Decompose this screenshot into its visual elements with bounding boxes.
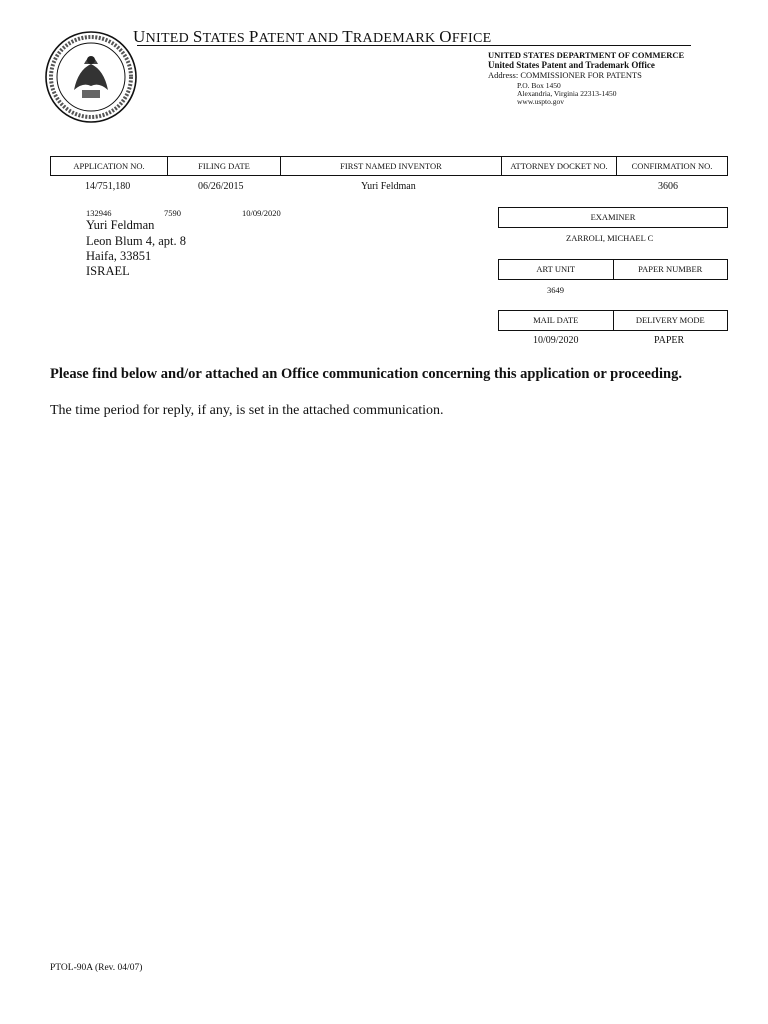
delivery-mode-label: DELIVERY MODE bbox=[613, 311, 728, 330]
address-label: Address: bbox=[488, 70, 519, 80]
addressee-country: ISRAEL bbox=[86, 264, 130, 278]
filing-date-value: 06/26/2015 bbox=[198, 181, 244, 192]
office-communication-notice: Please find below and/or attached an Office communication concerning this application or proceeding. bbox=[50, 366, 682, 382]
addressee-name: Yuri Feldman bbox=[86, 218, 155, 232]
confirmation-no-value: 3606 bbox=[658, 181, 678, 192]
correspondence-code: 7590 bbox=[164, 208, 181, 218]
address-website[interactable]: www.uspto.gov bbox=[517, 97, 565, 106]
address-city: Alexandria, Virginia 22313-1450 bbox=[517, 89, 617, 98]
application-header-table bbox=[50, 156, 728, 176]
address-recipient: COMMISSIONER FOR PATENTS bbox=[520, 70, 642, 80]
column-confirmation-no: CONFIRMATION NO. bbox=[617, 157, 728, 176]
department-name: UNITED STATES DEPARTMENT OF COMMERCE bbox=[488, 50, 685, 60]
delivery-mode-value: PAPER bbox=[654, 335, 685, 346]
address-block bbox=[488, 70, 642, 80]
correspondence-date: 10/09/2020 bbox=[242, 208, 281, 218]
addressee-street: Leon Blum 4, apt. 8 bbox=[86, 234, 186, 248]
reply-period-text: The time period for reply, if any, is set in the attached communication. bbox=[50, 403, 444, 418]
customer-number: 132946 bbox=[86, 208, 112, 218]
office-name: United States Patent and Trademark Office bbox=[488, 60, 655, 70]
mail-date-label: MAIL DATE bbox=[533, 315, 579, 325]
column-first-named-inventor: FIRST NAMED INVENTOR bbox=[281, 157, 502, 176]
address-po-box: P.O. Box 1450 bbox=[517, 81, 561, 90]
examiner-label-box bbox=[498, 207, 728, 228]
column-attorney-docket-no: ATTORNEY DOCKET NO. bbox=[502, 157, 617, 176]
title-rule bbox=[137, 45, 691, 46]
addressee-city: Haifa, 33851 bbox=[86, 249, 152, 263]
column-filing-date: FILING DATE bbox=[168, 157, 281, 176]
paper-number-label: PAPER NUMBER bbox=[613, 260, 728, 279]
form-number: PTOL-90A (Rev. 04/07) bbox=[50, 963, 143, 973]
office-title: UNITED STATES PATENT AND TRADEMARK OFFICE bbox=[133, 27, 492, 46]
mail-date-value: 10/09/2020 bbox=[533, 335, 579, 346]
column-application-no: APPLICATION NO. bbox=[51, 157, 168, 176]
first-named-inventor-value: Yuri Feldman bbox=[361, 181, 416, 192]
art-unit-header-box bbox=[498, 259, 728, 280]
art-unit-label: ART UNIT bbox=[536, 264, 576, 274]
uspto-seal-icon bbox=[44, 30, 138, 124]
application-no-value: 14/751,180 bbox=[85, 181, 131, 192]
mail-header-box bbox=[498, 310, 728, 331]
art-unit-value: 3649 bbox=[547, 285, 564, 295]
examiner-name: ZARROLI, MICHAEL C bbox=[566, 233, 654, 243]
examiner-label: EXAMINER bbox=[590, 212, 636, 222]
